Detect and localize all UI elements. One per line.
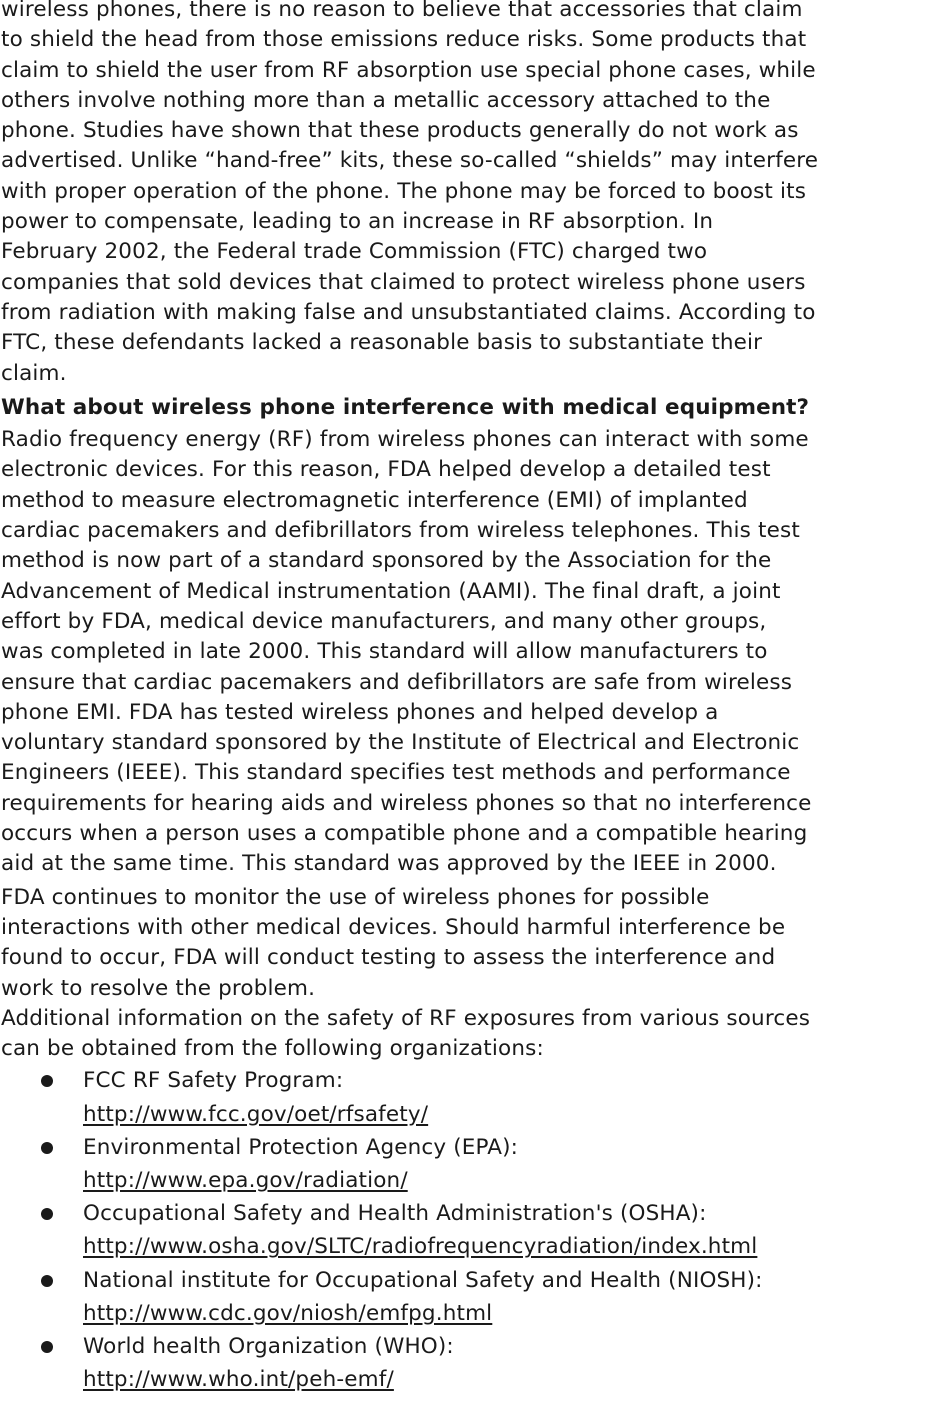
organization-name: Environmental Protection Agency (EPA): bbox=[83, 1134, 519, 1160]
organization-list bbox=[1, 1064, 937, 1396]
bullet-icon bbox=[41, 1341, 53, 1353]
additional-info-paragraph: Additional information on the safety of RF exposures from various sources can be obtained from the following organizations: bbox=[1, 1005, 811, 1062]
bullet-icon bbox=[41, 1208, 53, 1220]
organization-name: World health Organization (WHO): bbox=[83, 1334, 454, 1360]
list-item bbox=[1, 1197, 937, 1263]
medical-interference-paragraph: Radio frequency energy (RF) from wireless phones can interact with some electronic devices. For this reason, FDA helped develop a detailed test method to measure electromagnetic interference (EMI) of implanted cardiac pacemakers and defibrillators from wireless telephones. This test method is now part of a standard sponsored by the Association for the Advancement of Medical instrumentation (AAMI). The final draft, a joint effort by FDA, medical device manufacturers, and many other groups, was completed in late 2000. This standard will allow manufacturers to ensure that cardiac pacemakers and defibrillators are safe from wireless phone EMI. FDA has tested wireless phones and helped develop a voluntary standard sponsored by the Institute of Electrical and Electronic Engineers (IEEE). This standard specifies test methods and performance requirements for hearing aids and wireless phones so that no interference occurs when a person uses a compatible phone and a compatible hearing aid at the same time. This standard was approved by the IEEE in 2000. bbox=[1, 427, 812, 877]
fda-monitoring-paragraph: FDA continues to monitor the use of wireless phones for possible interactions with other medical devices. Should harmful interference be found to occur, FDA will conduct testing to assess the interference and work to resolve the problem. bbox=[1, 884, 786, 1001]
organization-name: FCC RF Safety Program: bbox=[83, 1068, 344, 1094]
organization-name: Occupational Safety and Health Administration's (OSHA): bbox=[83, 1201, 707, 1227]
bullet-icon bbox=[41, 1142, 53, 1154]
list-item bbox=[1, 1131, 937, 1197]
fcc-link[interactable]: http://www.fcc.gov/oet/rfsafety/ bbox=[83, 1101, 429, 1127]
bullet-icon bbox=[41, 1275, 53, 1287]
osha-link[interactable]: http://www.osha.gov/SLTC/radiofrequencyradiation/index.html bbox=[83, 1234, 758, 1260]
who-link[interactable]: http://www.who.int/peh-emf/ bbox=[83, 1367, 394, 1393]
document-page bbox=[1, 0, 937, 1396]
shield-accessories-paragraph: wireless phones, there is no reason to believe that accessories that claim to shield the head from those emissions reduce risks. Some products that claim to shield the user from RF absorption use special phone cases, while others involve nothing more than a metallic accessory attached to the phone. Studies have shown that these products generally do not work as advertised. Unlike “hand-free” kits, these so-called “shields” may interfere with proper operation of the phone. The phone may be forced to boost its power to compensate, leading to an increase in RF absorption. In February 2002, the Federal trade Commission (FTC) charged two companies that sold devices that claimed to protect wireless phone users from radiation with making false and unsubstantiated claims. According to FTC, these defendants lacked a reasonable basis to substantiate their claim. bbox=[1, 0, 819, 386]
list-item bbox=[1, 1064, 937, 1130]
bullet-icon bbox=[41, 1075, 53, 1087]
organization-name: National institute for Occupational Safety and Health (NIOSH): bbox=[83, 1267, 763, 1293]
section-heading: What about wireless phone interference with medical equipment? bbox=[1, 394, 810, 420]
epa-link[interactable]: http://www.epa.gov/radiation/ bbox=[83, 1168, 408, 1193]
list-item bbox=[1, 1264, 937, 1330]
niosh-link[interactable]: http://www.cdc.gov/niosh/emfpg.html bbox=[83, 1300, 493, 1326]
list-item bbox=[1, 1330, 937, 1396]
